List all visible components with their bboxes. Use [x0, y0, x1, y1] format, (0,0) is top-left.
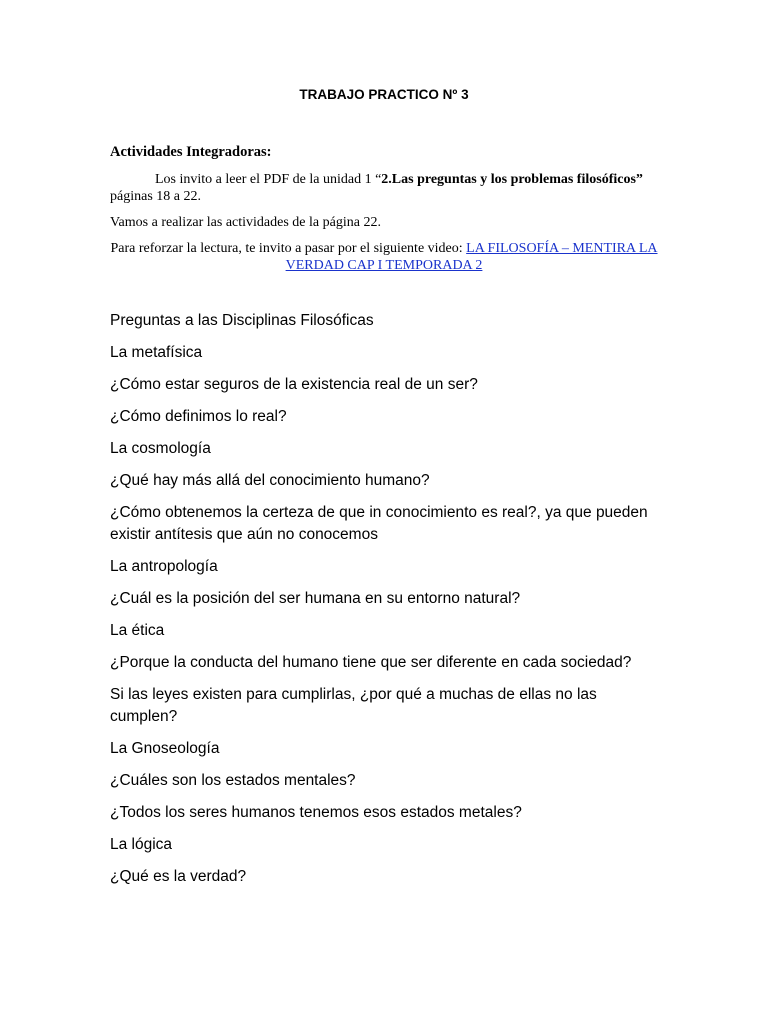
activities-line: Vamos a realizar las actividades de la página 22.: [110, 215, 381, 230]
video-prefix: Para reforzar la lectura, te invito a pasar por el siguiente video:: [110, 241, 467, 256]
question-item: ¿Cómo estar seguros de la existencia real de un ser?: [110, 376, 478, 393]
question-item: ¿Qué hay más allá del conocimiento humano?: [110, 472, 430, 489]
video-paragraph: [104, 240, 664, 274]
question-item: ¿Porque la conducta del humano tiene que ser diferente en cada sociedad?: [110, 654, 632, 671]
question-item: ¿Cómo definimos lo real?: [110, 408, 287, 425]
question-item: ¿Qué es la verdad?: [110, 868, 247, 885]
intro-suffix: páginas 18 a 22.: [110, 189, 201, 204]
question-item: La cosmología: [110, 440, 211, 457]
question-item: Si las leyes existen para cumplirlas, ¿por qué a muchas de ellas no las cumplen?: [110, 686, 597, 725]
intro-bold-title: 2.Las preguntas y los problemas filosóficos”: [381, 172, 643, 187]
question-item: La ética: [110, 622, 165, 639]
intro-prefix: Los invito a leer el PDF de la unidad 1 “: [155, 172, 382, 187]
section-heading: Actividades Integradoras:: [110, 144, 272, 160]
video-link[interactable]: LA FILOSOFÍA – MENTIRA LA VERDAD CAP I TEMPORADA 2: [285, 241, 658, 273]
question-item: ¿Cuál es la posición del ser humana en su entorno natural?: [110, 590, 521, 607]
question-item: La lógica: [110, 836, 173, 853]
question-item: La metafísica: [110, 344, 203, 361]
question-item: La Gnoseología: [110, 740, 220, 757]
intro-paragraph: [110, 171, 670, 205]
question-item: La antropología: [110, 558, 218, 575]
question-item: ¿Cuáles son los estados mentales?: [110, 772, 356, 789]
question-item: ¿Todos los seres humanos tenemos esos estados metales?: [110, 804, 522, 821]
question-item: ¿Cómo obtenemos la certeza de que in conocimiento es real?, ya que pueden existir antítesis que aún no conocemos: [110, 504, 648, 543]
questions-list: [110, 310, 650, 898]
document-title: TRABAJO PRACTICO Nº 3: [299, 87, 469, 102]
questions-heading: Preguntas a las Disciplinas Filosóficas: [110, 312, 374, 329]
